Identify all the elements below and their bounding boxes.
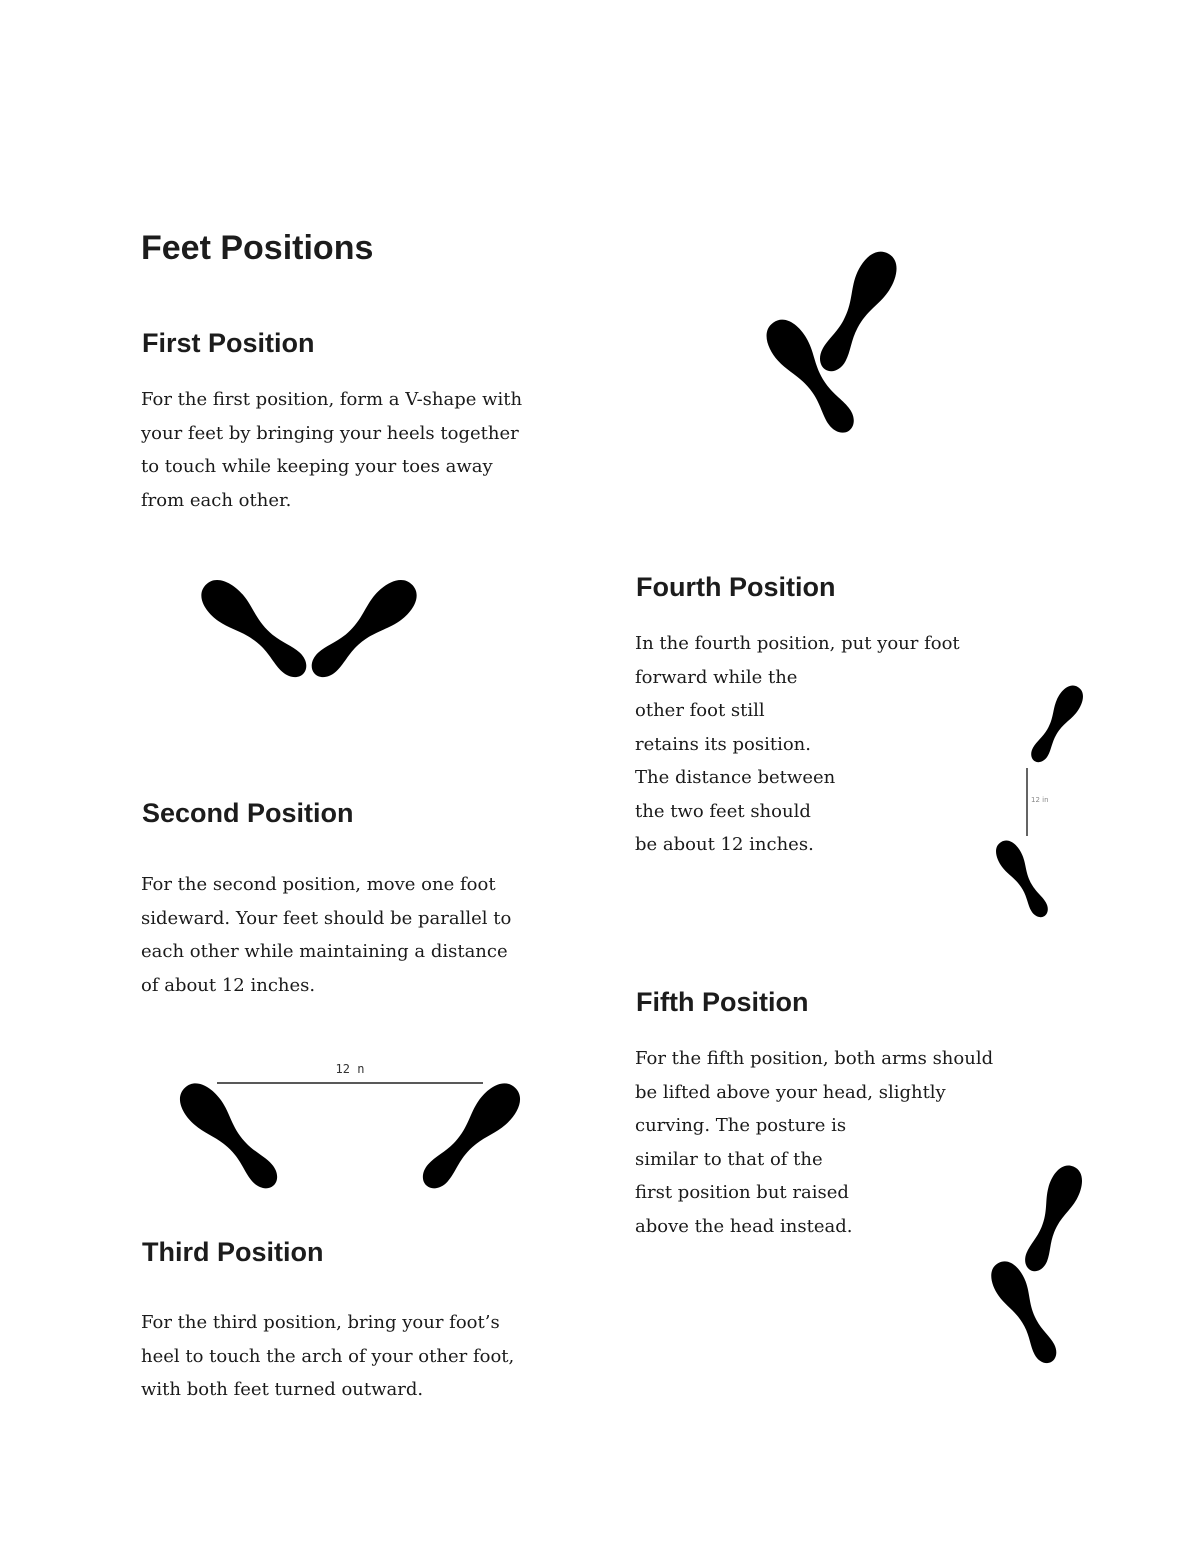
text-line: For the first position, form a V-shape with	[141, 389, 523, 410]
fifth-position-heading: Fifth Position	[636, 987, 809, 1017]
fifth-position-feet-illustration	[980, 1155, 1100, 1380]
fourth-position-text	[635, 627, 960, 862]
left-foot-icon	[193, 571, 316, 687]
distance-label: 12 n	[335, 1062, 365, 1076]
text-line: For the fifth position, both arms should	[635, 1048, 994, 1069]
fifth-position-text	[635, 1042, 993, 1243]
distance-label: 12 in	[1031, 796, 1049, 804]
text-line: above the head instead.	[635, 1215, 853, 1237]
text-line: your feet by bringing your heels together	[141, 422, 519, 444]
text-line: For the third position, bring your foot’s	[141, 1312, 500, 1333]
text-line: first position but raised	[635, 1182, 849, 1203]
left-foot-icon	[171, 1075, 287, 1198]
text-line: the two feet should	[635, 800, 811, 822]
second-position-text	[141, 868, 511, 1002]
first-position-text	[141, 383, 522, 517]
front-foot-icon	[1025, 681, 1089, 767]
third-position-heading: Third Position	[142, 1237, 324, 1267]
back-foot-icon	[810, 245, 904, 379]
text-line: For the second position, move one foot	[141, 874, 496, 895]
second-position-heading: Second Position	[142, 798, 354, 828]
text-line: The distance between	[635, 767, 836, 788]
text-line: other foot still	[635, 700, 765, 721]
third-position-feet-illustration	[755, 240, 915, 445]
page-title: Feet Positions	[141, 229, 374, 267]
right-foot-icon	[302, 571, 425, 687]
fourth-position-feet-illustration	[985, 680, 1095, 925]
text-line: from each other.	[141, 489, 292, 511]
text-line: with both feet turned outward.	[141, 1379, 424, 1400]
text-line: be about 12 inches.	[635, 834, 814, 855]
text-line: of about 12 inches.	[141, 974, 316, 996]
text-line: be lifted above your head, slightly	[635, 1081, 946, 1103]
text-line: retains its position.	[635, 733, 811, 755]
first-position-heading: First Position	[142, 328, 315, 358]
back-foot-icon	[991, 836, 1055, 922]
third-position-text	[141, 1306, 514, 1407]
text-line: each other while maintaining a distance	[141, 941, 508, 962]
second-position-feet-illustration	[170, 1055, 530, 1200]
text-line: to touch while keeping your toes away	[141, 456, 493, 477]
text-line: In the fourth position, put your foot	[635, 633, 960, 654]
front-foot-icon	[985, 1256, 1065, 1370]
text-line: curving. The posture is	[635, 1115, 847, 1136]
text-line: heel to touch the arch of your other foot,	[141, 1345, 515, 1367]
text-line: sideward. Your feet should be parallel to	[141, 907, 512, 929]
text-line: forward while the	[635, 666, 798, 688]
text-line: similar to that of the	[635, 1148, 823, 1170]
first-position-feet-illustration	[185, 570, 435, 690]
back-foot-icon	[1017, 1161, 1088, 1277]
fourth-position-heading: Fourth Position	[636, 572, 836, 602]
right-foot-icon	[413, 1075, 529, 1198]
